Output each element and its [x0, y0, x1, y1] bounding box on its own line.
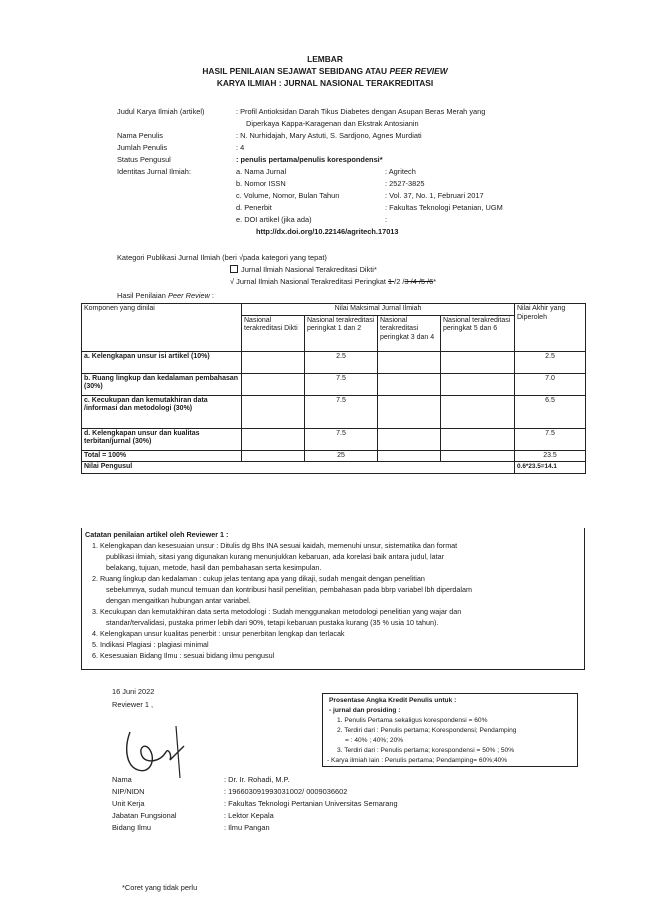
pengusul-row [82, 462, 586, 474]
hasil-label-c: : [209, 291, 214, 300]
table-row [82, 351, 586, 373]
kategori-option-1 [230, 265, 377, 274]
jumlah-label: Jumlah Penulis [117, 143, 168, 152]
sign-key-nip: NIP/NIDN [112, 787, 145, 796]
judul-label: Judul Karya Ilmiah (artikel) [117, 107, 205, 116]
header-komponen: Komponen yang dinilai [82, 304, 242, 352]
row-cell-empty [441, 351, 515, 373]
row-label: c. Kecukupan dan kemutakhiran data /informasi dan metodologi (30%) [82, 395, 242, 428]
total-max: 25 [305, 450, 378, 462]
header-nilai-maks: Nilai Maksimal Jurnal Ilmiah [242, 304, 515, 316]
table-row [82, 373, 586, 395]
row-cell-empty [242, 373, 305, 395]
status-label: Status Pengusul [117, 155, 171, 164]
header-line-2a: HASIL PENILAIAN SEJAWAT SEBIDANG ATAU [202, 66, 390, 76]
checkbox-icon [230, 265, 238, 273]
note-line: 4. Kelengkapan unsur kualitas penerbit : unsur penerbitan lengkap dan terlacak [92, 629, 345, 638]
box-line: 2. Terdiri dari : Penulis pertama; Korespondensi; Pendamping [337, 727, 517, 734]
box-line: 3. Terdiri dari : Penulis pertama; korespondensi = 50% ; 50% [337, 747, 515, 754]
row-label: b. Ruang lingkup dan kedalaman pembahasan (30%) [82, 373, 242, 395]
header-line-2b: PEER REVIEW [389, 66, 448, 76]
item-value-d: : Fakultas Teknologi Petanian, UGM [385, 203, 503, 212]
row-max: 7.5 [305, 428, 378, 450]
header-line-2 [0, 66, 650, 76]
sign-value-bidang: : Ilmu Pangan [224, 823, 270, 832]
kategori-suffix: * [433, 277, 437, 286]
row-final: 2.5 [515, 351, 586, 373]
subheader-peringkat-1-2: Nasional terakreditasi peringkat 1 dan 2 [305, 315, 378, 351]
sign-value-jabatan: : Lektor Kepala [224, 811, 274, 820]
table-row [82, 395, 586, 428]
sign-key-unit: Unit Kerja [112, 799, 145, 808]
row-cell-empty [378, 373, 441, 395]
item-key-a: a. Nama Jurnal [236, 167, 287, 176]
checkmark-icon: √ [230, 277, 235, 286]
box-title: Prosentase Angka Kredit Penulis untuk : [329, 697, 457, 704]
box-line: 1. Penulis Pertama sekaligus korespondensi = 60% [337, 717, 488, 724]
table-row [82, 428, 586, 450]
status-value: : penulis pertama/penulis korespondensi* [236, 155, 383, 164]
header-line-3: KARYA ILMIAH : JURNAL NASIONAL TERAKREDITASI [216, 78, 434, 88]
hasil-label [117, 291, 214, 300]
penulis-value: : N. Nurhidajah, Mary Astuti, S. Sardjono, Agnes Murdiati [236, 131, 422, 140]
note-line: dengan mengaitkan hubungan antar variabel. [106, 596, 251, 605]
kategori-struck-1: 1 [387, 277, 395, 286]
pengusul-value: 0.6*23.5=14.1 [515, 462, 586, 474]
sign-value-unit: : Fakultas Teknologi Pertanian Universitas Semarang [224, 799, 398, 808]
note-line: 5. Indikasi Plagiasi : plagiasi minimal [92, 640, 209, 649]
sign-reviewer: Reviewer 1 , [112, 700, 154, 709]
subheader-peringkat-5-6: Nasional terakreditasi peringkat 5 dan 6 [441, 315, 515, 351]
row-cell-empty [378, 351, 441, 373]
row-cell-empty [378, 428, 441, 450]
row-cell-empty [378, 450, 441, 462]
hasil-label-b: Peer Review [167, 291, 210, 300]
penulis-label: Nama Penulis [117, 131, 164, 140]
header-line-1: LEMBAR [307, 54, 343, 64]
signature-image [120, 720, 200, 780]
row-cell-empty [441, 395, 515, 428]
row-final: 6.5 [515, 395, 586, 428]
header-nilai-akhir: Nilai Akhir yang Diperoleh [515, 304, 586, 352]
total-final: 23.5 [515, 450, 586, 462]
item-key-b: b. Nomor ISSN [236, 179, 286, 188]
reviewer-notes [81, 528, 585, 670]
note-line: publikasi ilmiah, sitasi yang digunakan kurang menunjukkan kebaruan, ada korelasi baik antara judul, latar [106, 552, 445, 561]
item-value-a: : Agritech [385, 167, 416, 176]
row-final: 7.5 [515, 428, 586, 450]
note-line: 1. Kelengkapan dan kesesuaian unsur : Ditulis dg Bhs INA sesuai kaidah, memenuhi unsur, sistematika dan format [92, 541, 458, 550]
sign-key-jabatan: Jabatan Fungsional [112, 811, 177, 820]
credit-box [322, 693, 578, 767]
row-max: 7.5 [305, 373, 378, 395]
item-key-d: d. Penerbit [236, 203, 272, 212]
total-row [82, 450, 586, 462]
sign-key-bidang: Bidang Ilmu [112, 823, 152, 832]
row-final: 7.0 [515, 373, 586, 395]
kategori-struck-2: 3 /4 /5 /6 [404, 277, 434, 286]
box-line: - Karya ilmiah lain : Penulis pertama; Pendamping= 60%;40% [327, 757, 508, 764]
pengusul-label: Nilai Pengusul [82, 462, 515, 474]
jumlah-value: : 4 [236, 143, 245, 152]
row-cell-empty [242, 428, 305, 450]
item-key-c: c. Volume, Nomor, Bulan Tahun [236, 191, 340, 200]
score-table [81, 303, 586, 474]
note-line: sebelumnya, sudah muncul temuan dan kontribusi hasil penelitian, pembahasan pada bbrp variabel lbh diperdalam [106, 585, 472, 594]
note-line: 2. Ruang lingkup dan kedalaman : cukup jelas tentang apa yang dikaji, sudah mengait dengan penelitian [92, 574, 425, 583]
note-line: standar/tervalidasi, pustaka primer lebih dari 90%, tetapi kebaruan pustaka kurang (35 % usia 10 tahun). [106, 618, 439, 627]
judul-value-1: : Profil Antioksidan Darah Tikus Diabetes dengan Asupan Beras Merah yang [236, 107, 486, 116]
total-label: Total = 100% [82, 450, 242, 462]
sign-value-nama: : Dr. Ir. Rohadi, M.P. [224, 775, 290, 784]
item-value-c: : Vol. 37, No. 1, Februari 2017 [385, 191, 484, 200]
note-line: belakang, tujuan, metode, hasil dan pembahasan serta kesimpulan. [106, 563, 322, 572]
doi-value: http://dx.doi.org/10.22146/agritech.17013 [256, 227, 399, 236]
box-line: = : 40% ; 40%; 20% [345, 737, 404, 744]
kategori-option-1-label: Jurnal Ilmiah Nasional Terakreditasi Dikti* [241, 265, 377, 274]
box-line: - jurnal dan prosiding : [329, 707, 401, 714]
jurnal-label: Identitas Jurnal Ilmiah: [117, 167, 191, 176]
item-key-e: e. DOI artikel (jika ada) [236, 215, 312, 224]
item-value-e: : [385, 215, 388, 224]
row-max: 7.5 [305, 395, 378, 428]
note-line: 3. Kecukupan dan kemutakhiran data serta metodologi : Sudah menggunakan metodologi penelitian yang wajar dan [92, 607, 462, 616]
kategori-option-2 [230, 277, 436, 286]
subheader-peringkat-3-4: Nasional terakreditasi peringkat 3 dan 4 [378, 315, 441, 351]
row-cell-empty [242, 395, 305, 428]
row-cell-empty [378, 395, 441, 428]
footnote: *Coret yang tidak perlu [122, 883, 198, 892]
row-label: d. Kelengkapan unsur dan kualitas terbitan/jurnal (30%) [82, 428, 242, 450]
kategori-label: Kategori Publikasi Jurnal Ilmiah (beri √pada kategori yang tepat) [117, 253, 327, 262]
note-line: 6. Kesesuaian Bidang Ilmu : sesuai bidang ilmu pengusul [92, 651, 275, 660]
row-label: a. Kelengkapan unsur isi artikel (10%) [82, 351, 242, 373]
item-value-b: : 2527-3825 [385, 179, 425, 188]
row-cell-empty [441, 428, 515, 450]
judul-value-2: Diperkaya Kappa-Karagenan dan Ekstrak Antosianin [246, 119, 419, 128]
sign-date: 16 Juni 2022 [112, 687, 155, 696]
subheader-dikti: Nasional terakreditasi Dikti [242, 315, 305, 351]
row-cell-empty [242, 351, 305, 373]
row-cell-empty [441, 450, 515, 462]
row-max: 2.5 [305, 351, 378, 373]
sign-value-nip: : 196603091993031002/ 0009036602 [224, 787, 348, 796]
sign-key-nama: Nama [112, 775, 132, 784]
kategori-option-2-prefix: Jurnal Ilmiah Nasional Terakreditasi Peringkat [236, 277, 388, 286]
notes-title: Catatan penilaian artikel oleh Reviewer 1 : [85, 530, 229, 539]
kategori-mid: /2 / [394, 277, 405, 286]
hasil-label-a: Hasil Penilaian [117, 291, 168, 300]
row-cell-empty [441, 373, 515, 395]
row-cell-empty [242, 450, 305, 462]
